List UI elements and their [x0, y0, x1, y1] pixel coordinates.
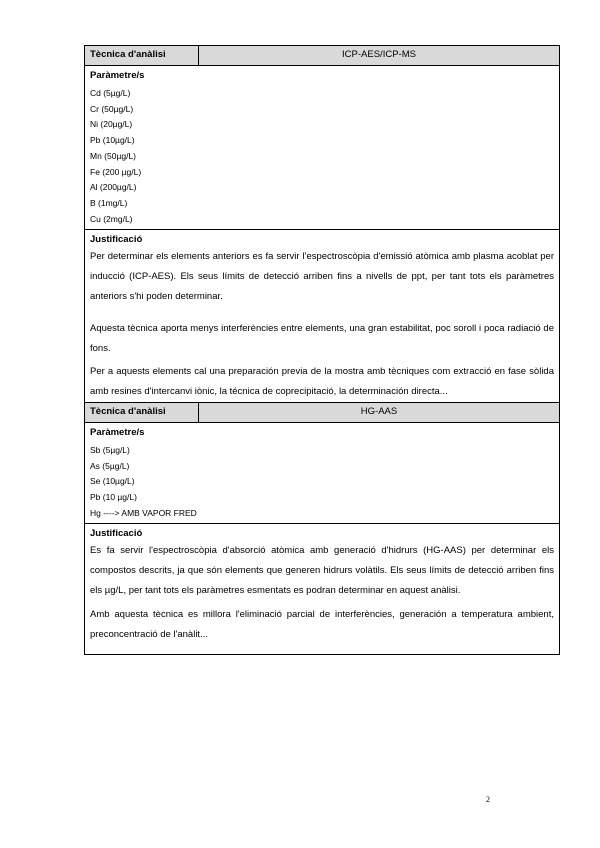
technique-value: ICP-AES/ICP-MS [342, 49, 416, 60]
justification-paragraph: Per determinar els elements anteriors es fa servir l'espectroscòpia d'emissió atòmica amb plasma acoblat per inducció (ICP-AES). Els seus límits de detecció arriben fins a nivells de ppt, per tant tots els paràmetres anteriors s'hi poden determinar. [90, 251, 554, 302]
technique-header-row [85, 46, 559, 66]
parameters-title: Paràmetre/s [90, 426, 145, 438]
justification-paragraph: Es fa servir l'espectroscòpia d'absorció atòmica amb generació d'hidrurs (HG-AAS) per determinar els compostos descrits, ja que són elements que generen hidrurs volàtils. Els seus límits de detecció arriben fins els µg/L, per tant tots els paràmetres esmentats es podran determinar en aquest anàlisi. [90, 545, 554, 597]
parameter-item: Pb (10µg/L) [90, 135, 135, 146]
parameter-item: Ni (20µg/L) [90, 119, 133, 130]
technique-header-row [85, 403, 559, 423]
parameter-item: Fe (200 µg/L) [90, 166, 142, 177]
parameter-item: Sb (5µg/L) [90, 444, 130, 455]
parameters-section [85, 423, 559, 525]
parameters-title: Paràmetre/s [90, 70, 145, 81]
parameters-section [85, 66, 559, 230]
parameter-item: Pb (10 µg/L) [90, 492, 137, 503]
parameter-item: B (1mg/L) [90, 197, 128, 208]
parameter-list [85, 439, 559, 524]
technique-value: HG-AAS [360, 405, 398, 417]
page-number: 2 [486, 795, 490, 804]
parameter-item: Cu (2mg/L) [90, 213, 133, 224]
justification-paragraph: Aquesta tècnica aporta menys interferències entre elements, una gran estabilitat, poc soroll i poca radiació de fons. [90, 322, 554, 354]
technique-label: Tècnica d'anàlisi [85, 403, 199, 422]
parameter-item: Cd (5µg/L) [90, 88, 131, 98]
parameter-item: Cr (50µg/L) [90, 103, 134, 114]
parameter-item: Al (200µg/L) [90, 182, 137, 193]
technique-label: Tècnica d'anàlisi [85, 46, 199, 65]
justification-paragraph: Amb aquesta tècnica es millora l'eliminació parcial de interferències, generación a temperatura ambient, preconcentració de l'anàlit... [90, 608, 554, 640]
justification-title: Justificació [90, 234, 143, 246]
analysis-table [84, 45, 560, 655]
parameter-item: As (5µg/L) [90, 460, 130, 471]
parameter-item: Hg ----> AMB VAPOR FRED [90, 507, 197, 518]
parameter-item: Se (10µg/L) [90, 476, 135, 487]
justification-title: Justificació [90, 528, 143, 540]
justification-paragraph: Per a aquests elements cal una preparación previa de la mostra amb tècniques com extracció en fase sòlida amb resines d'intercanvi iònic, la técnica de coprecipitació, la determinación directa... [90, 366, 554, 398]
parameter-item: Mn (50µg/L) [90, 150, 136, 161]
parameter-list [85, 82, 559, 229]
justification-section [85, 230, 559, 403]
justification-section [85, 524, 559, 654]
